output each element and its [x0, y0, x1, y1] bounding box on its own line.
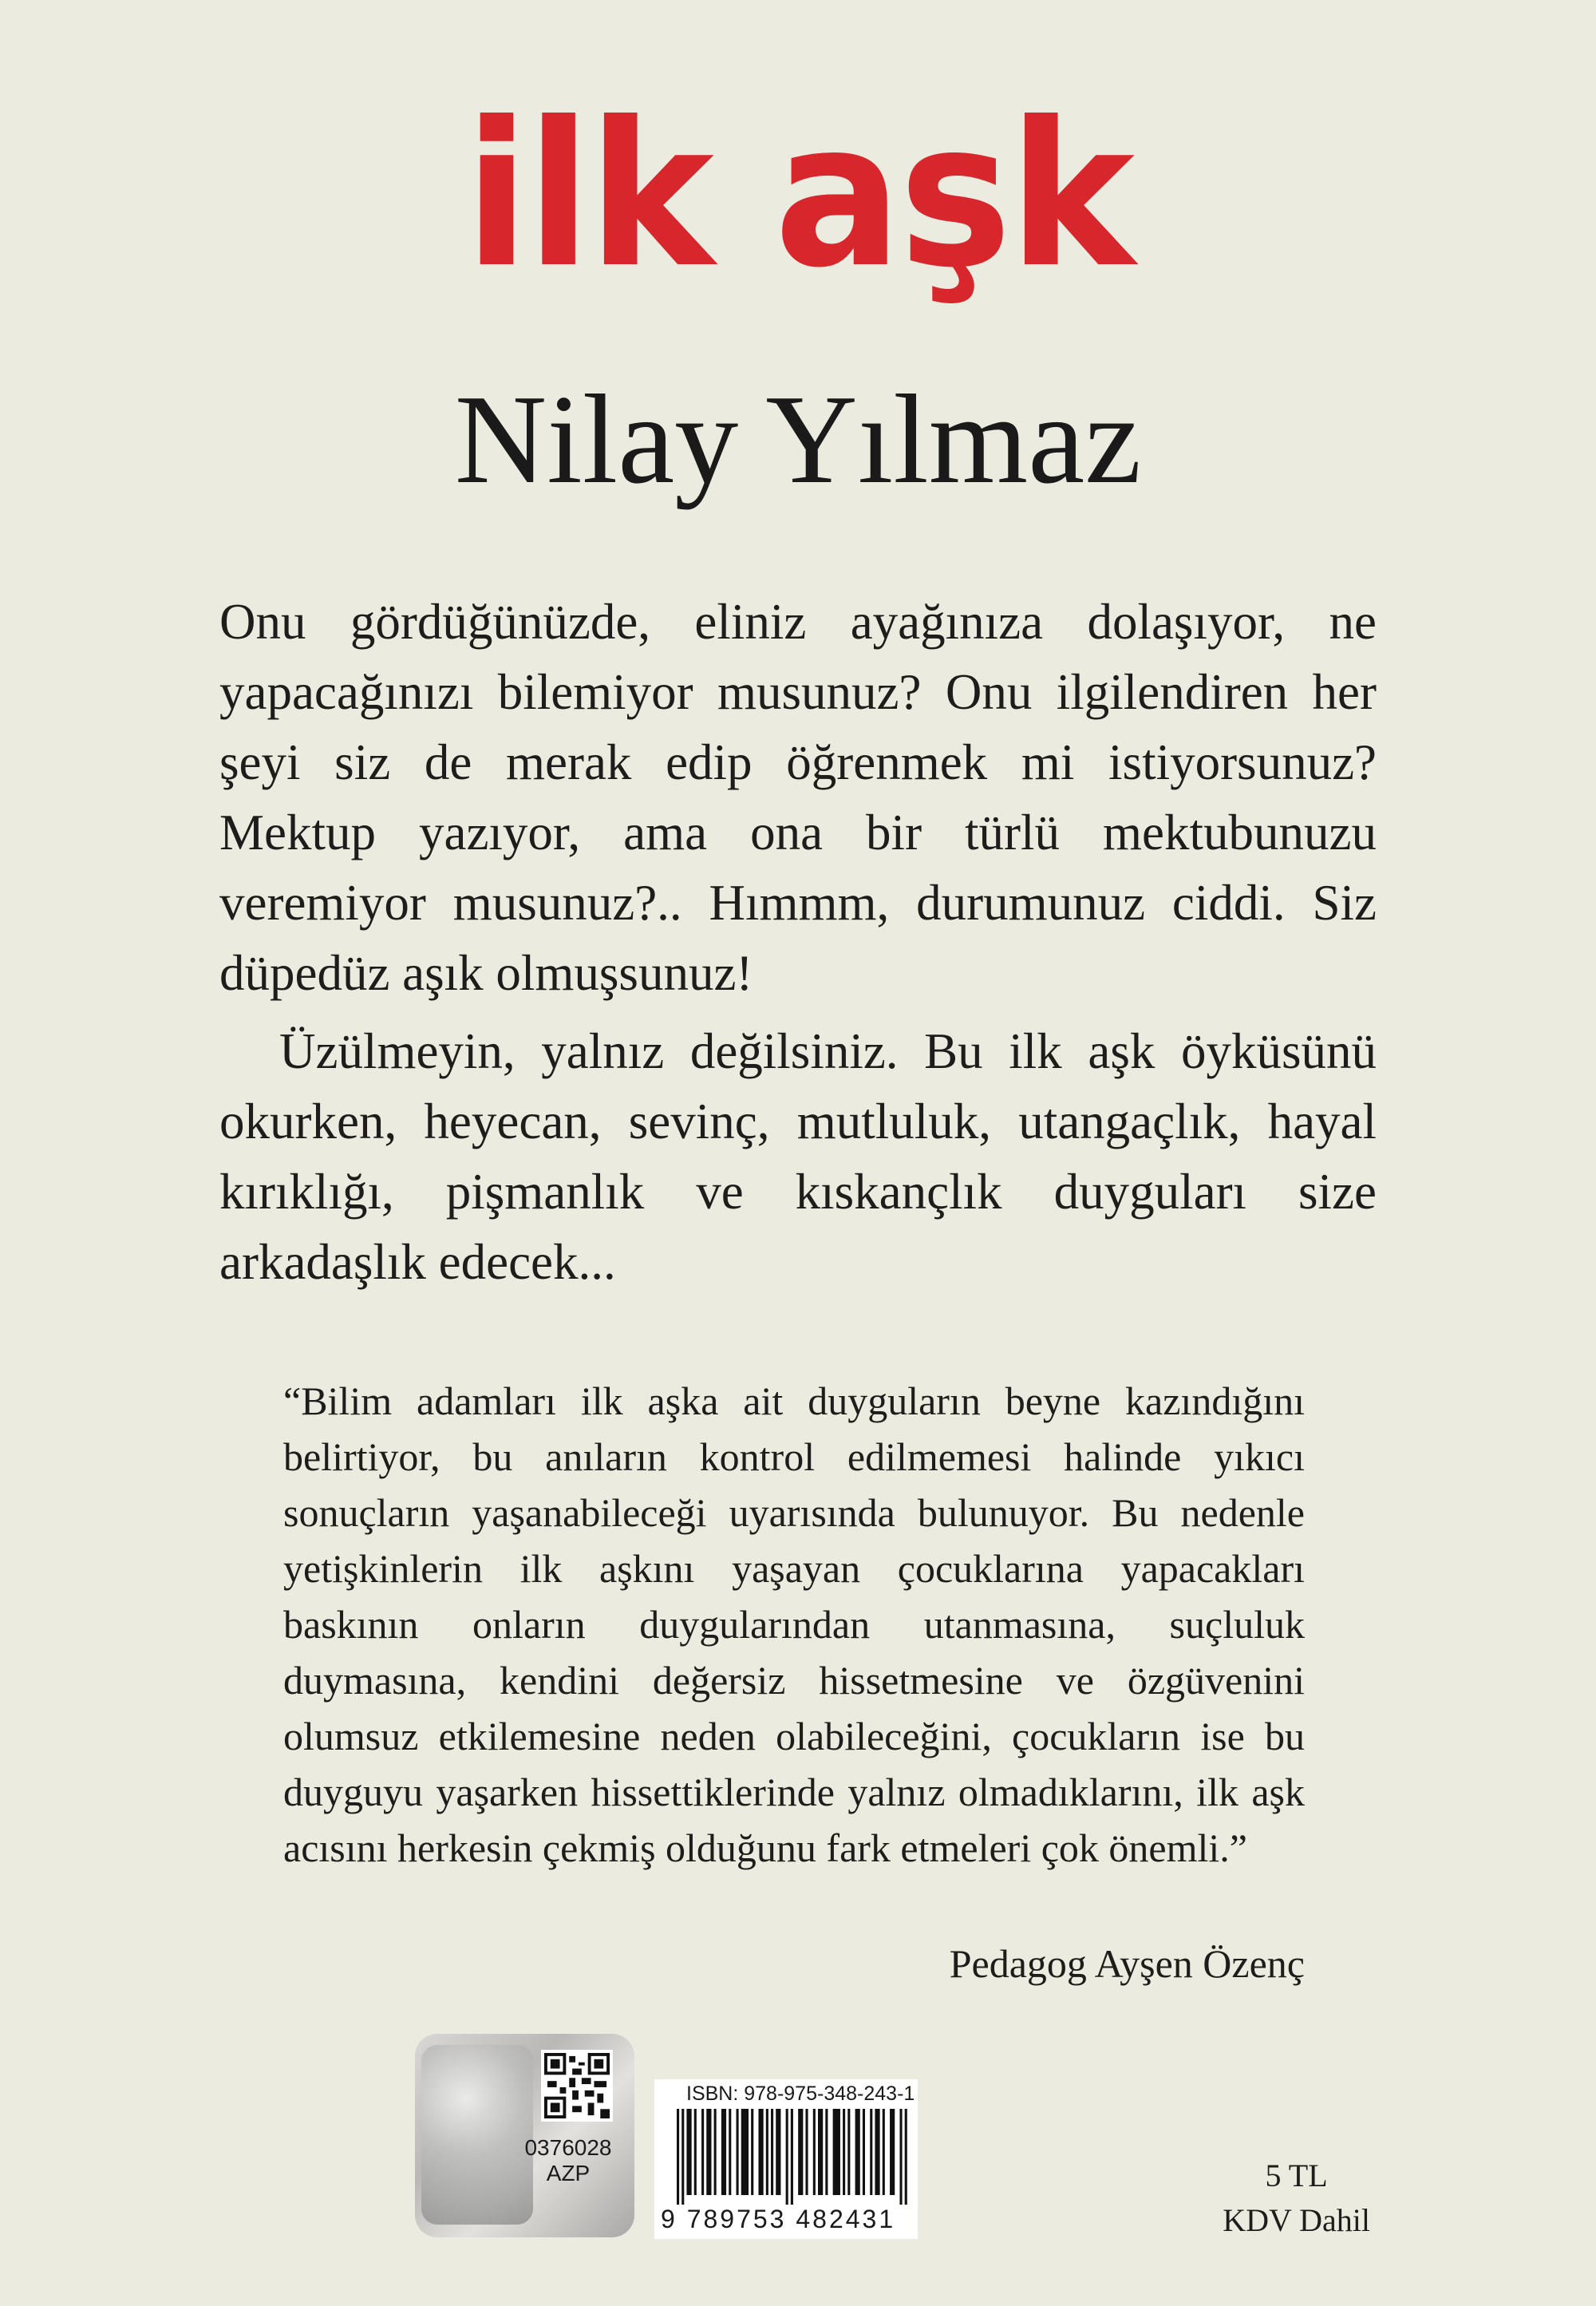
price-tax-note: KDV Dahil	[1223, 2202, 1370, 2238]
hologram-seal-icon	[421, 2045, 533, 2225]
price-amount: 5 TL	[1265, 2158, 1328, 2193]
banderol-sticker	[415, 2034, 634, 2237]
price-block	[1223, 2154, 1370, 2243]
quote-attribution: Pedagog Ayşen Özenç	[949, 1941, 1305, 1986]
sticker-code: 0376028	[524, 2135, 612, 2160]
sticker-series: AZP	[546, 2161, 591, 2185]
barcode-icon	[677, 2109, 912, 2205]
barcode-number: 9 789753 482431	[661, 2205, 896, 2233]
isbn-label: ISBN: 978-975-348-243-1	[686, 2083, 915, 2105]
author-name: Nilay Yılmaz	[454, 368, 1142, 510]
quote-text: “Bilim adamları ilk aşka ait duyguların beyne kazındığını belirtiyor, bu anıların kontrol edilmemesi halinde yıkıcı sonuçların yaşanabileceği uyarısında bulunuyor. Bu nedenle yetişkinlerin ilk aşkını yaşayan çocuklarına yapacakları baskının onların duygularından utanmasına, suçluluk duymasına, kendini değersiz hissetmesine ve özgüvenini olumsuz etkilemesine neden olabileceğini, çocukların ise bu duyguyu yaşarken hissettiklerinde yalnız olmadıklarını, ilk aşk acısını herkesin çekmiş olduğunu fark etmeleri çok önemli.”	[283, 1378, 1305, 1870]
back-cover-blurb	[219, 587, 1377, 1305]
blurb-paragraph-1: Onu gördüğünüzde, eliniz ayağınıza dolaşıyor, ne yapacağınızı bilemiyor musunuz? Onu ilgilendiren her şeyi siz de merak edip öğrenmek mi istiyorsunuz? Mektup yazıyor, ama ona bir türlü mektubunuzu veremiyor musunuz?.. Hımmm, durumunuz ciddi. Siz düpedüz aşık olmuşsunuz!	[219, 594, 1377, 1001]
quote-block	[283, 1373, 1305, 1876]
blurb-paragraph-2: Üzülmeyin, yalnız değilsiniz. Bu ilk aşk öyküsünü okurken, heyecan, sevinç, mutluluk, utangaçlık, hayal kırıklığı, pişmanlık ve kıskançlık duyguları size arkadaşlık edecek...	[219, 1023, 1377, 1290]
qr-code-icon	[541, 2050, 613, 2122]
book-title: ilk aşk	[464, 79, 1132, 311]
